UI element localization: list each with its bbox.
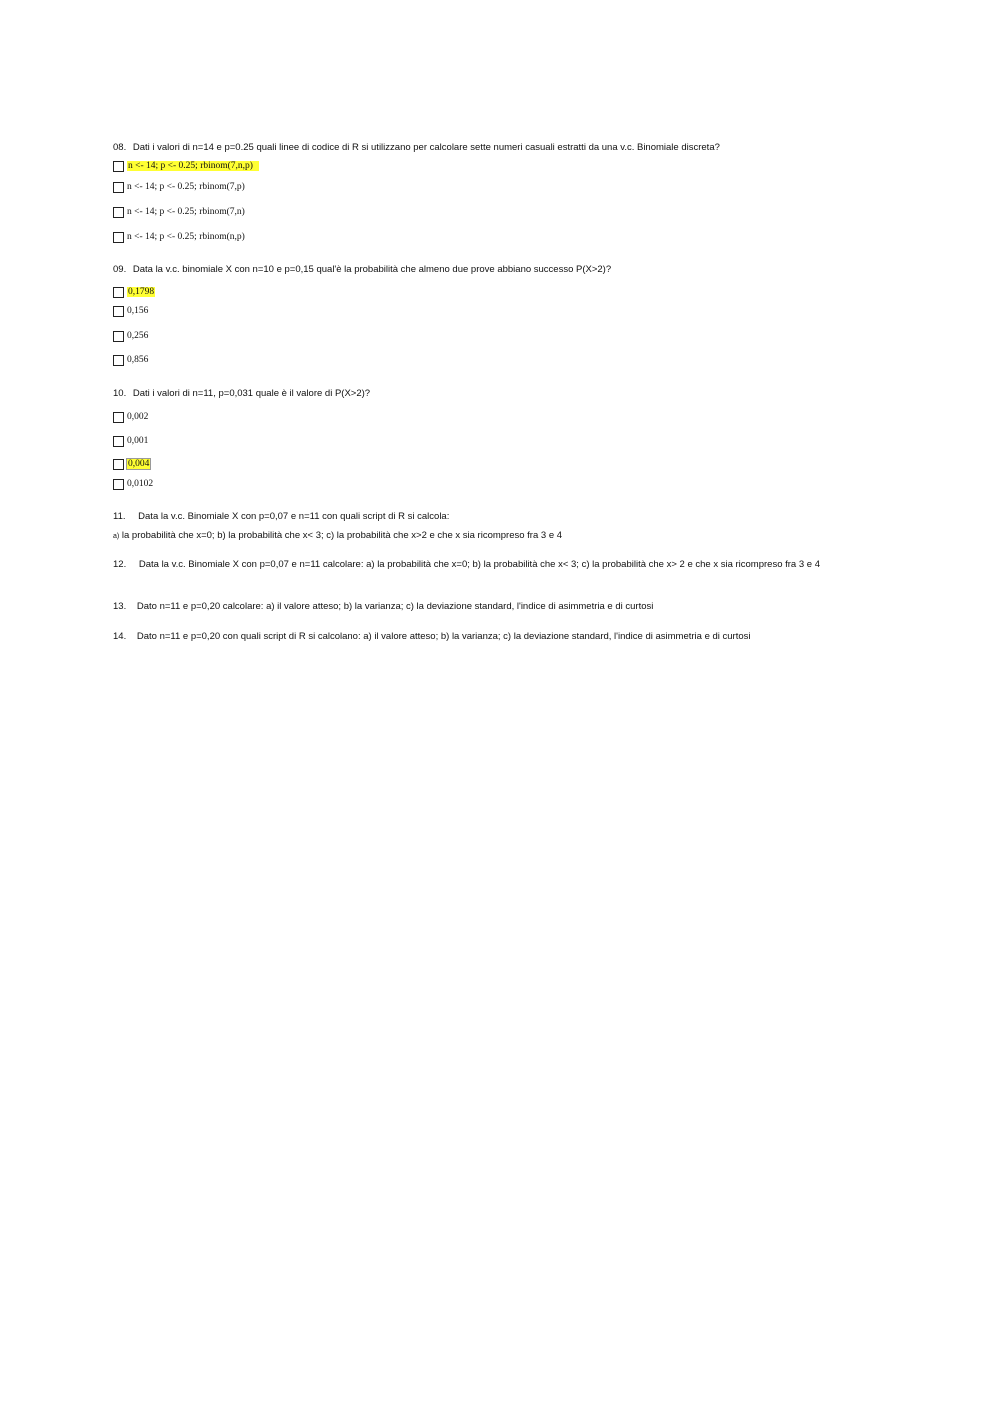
subpart-text: la probabilità che x=0; b) la probabilità che x< 3; c) la probabilità che x>2 e che x sia ricompreso fra 3 e 4 [121, 530, 563, 541]
option-10-c[interactable] [113, 457, 150, 471]
checkbox[interactable] [113, 436, 124, 447]
question-08 [113, 142, 720, 154]
option-09-c[interactable] [113, 329, 148, 343]
option-09-d[interactable] [113, 353, 148, 367]
checkbox[interactable] [113, 355, 124, 366]
question-09 [113, 264, 611, 276]
question-number: 09. [113, 264, 127, 275]
option-08-c[interactable] [113, 205, 245, 219]
option-label: 0,004 [128, 459, 150, 469]
option-09-b[interactable] [113, 304, 148, 318]
option-label: n <- 14; p <- 0.25; rbinom(7,n) [127, 207, 245, 217]
option-label: 0,256 [127, 331, 149, 341]
checkbox[interactable] [113, 331, 124, 342]
option-label: n <- 14; p <- 0.25; rbinom(n,p) [127, 232, 245, 242]
option-08-d[interactable] [113, 230, 245, 244]
option-label: 0,856 [127, 355, 149, 365]
question-text: Dato n=11 e p=0,20 calcolare: a) il valore atteso; b) la varianza; c) la deviazione standard, l'indice di asimmetria e di curtosi [136, 601, 654, 612]
question-number: 13. [113, 601, 127, 612]
question-number: 12. [113, 559, 127, 570]
question-text: Dati i valori di n=11, p=0,031 quale è il valore di P(X>2)? [132, 388, 371, 399]
question-11-subparts [113, 530, 562, 543]
checkbox[interactable] [113, 479, 124, 490]
option-label: n <- 14; p <- 0.25; rbinom(7,p) [127, 182, 245, 192]
option-label: n <- 14; p <- 0.25; rbinom(7,n,p) [127, 161, 259, 171]
option-08-a[interactable] [113, 159, 259, 173]
subpart-prefix: a) [113, 533, 120, 540]
option-10-a[interactable] [113, 410, 148, 424]
option-label: 0,1798 [128, 287, 155, 297]
question-number: 08. [113, 142, 127, 153]
option-09-a[interactable] [113, 285, 155, 299]
question-11 [113, 511, 449, 523]
question-number: 14. [113, 631, 127, 642]
question-14 [113, 631, 751, 643]
question-13 [113, 601, 653, 613]
checkbox[interactable] [113, 207, 124, 218]
checkbox[interactable] [113, 412, 124, 423]
question-number: 11. [113, 511, 126, 522]
checkbox[interactable] [113, 287, 124, 298]
option-10-b[interactable] [113, 434, 148, 448]
question-text: Data la v.c. Binomiale X con p=0,07 e n=11 con quali script di R si calcola: [138, 511, 450, 522]
question-text: Data la v.c. binomiale X con n=10 e p=0,15 qual'è la probabilità che almeno due prove abbiano successo P(X>2)? [132, 264, 612, 275]
option-label: 0,156 [127, 306, 149, 316]
checkbox[interactable] [113, 161, 124, 172]
option-label: 0,0102 [127, 479, 154, 489]
checkbox[interactable] [113, 182, 124, 193]
option-08-b[interactable] [113, 180, 245, 194]
checkbox[interactable] [113, 459, 124, 470]
question-text: Data la v.c. Binomiale X con p=0,07 e n=11 calcolare: a) la probabilità che x=0; b) la probabilità che x< 3; c) la probabilità che x> 2 e che x sia ricompreso fra 3 e 4 [138, 559, 820, 570]
question-12 [113, 560, 883, 570]
checkbox[interactable] [113, 232, 124, 243]
question-number: 10. [113, 388, 127, 399]
question-text: Dati i valori di n=14 e p=0.25 quali linee di codice di R si utilizzano per calcolare sette numeri casuali estratti da una v.c. Binomiale discreta? [132, 142, 720, 153]
option-label: 0,001 [127, 436, 149, 446]
checkbox[interactable] [113, 306, 124, 317]
question-10 [113, 388, 370, 400]
option-10-d[interactable] [113, 477, 153, 491]
option-label: 0,002 [127, 412, 149, 422]
question-text: Dato n=11 e p=0,20 con quali script di R si calcolano: a) il valore atteso; b) la varianza; c) la deviazione standard, l'indice di asimmetria e di curtosi [136, 631, 751, 642]
